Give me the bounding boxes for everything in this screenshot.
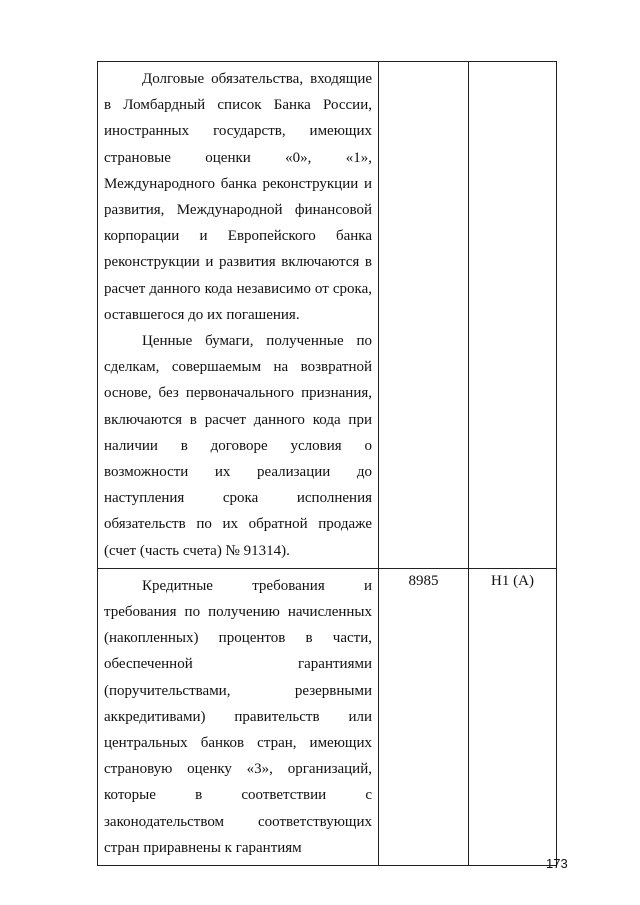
regulation-table [97,61,557,866]
code-cell [379,62,469,569]
norm-value [469,62,556,66]
description-cell [98,62,379,569]
norm-cell [469,62,557,569]
norm-cell [469,568,557,865]
norm-value: Н1 (А) [491,572,534,589]
description-paragraph: Долговые обязательства, входящие в Ломбардный список Банка России, иностранных государств, имеющих страновые оценки «0», «1», Международного банка реконструкции и развития, Международной финансовой корпорации и Европейского банка реконструкции и развития включаются в расчет данного кода независимо от срока, оставшегося до их погашения. [104,71,372,323]
table-row [98,62,557,569]
table-row [98,568,557,865]
description-paragraph: Ценные бумаги, полученные по сделкам, совершаемым на возвратной основе, без первоначального признания, включаются в расчет данного кода при наличии в договоре условия о возможности их реализации до наступления срока исполнения обязательств по их обратной продаже (счет (часть счета) № 91314). [104,333,372,559]
code-cell [379,568,469,865]
description-paragraph: Кредитные требования и требования по получению начисленных (накопленных) процентов в части, обеспеченной гарантиями (поручительствами, резервными аккредитивами) правительств или центральных банков стран, имеющих страновую оценку «3», организаций, которые в соответствии с законодательством соответствующих стран приравнены к гарантиям [104,577,372,856]
description-cell [98,568,379,865]
page-number: 173 [546,856,568,871]
code-value [379,62,468,66]
code-value: 8985 [408,572,439,589]
